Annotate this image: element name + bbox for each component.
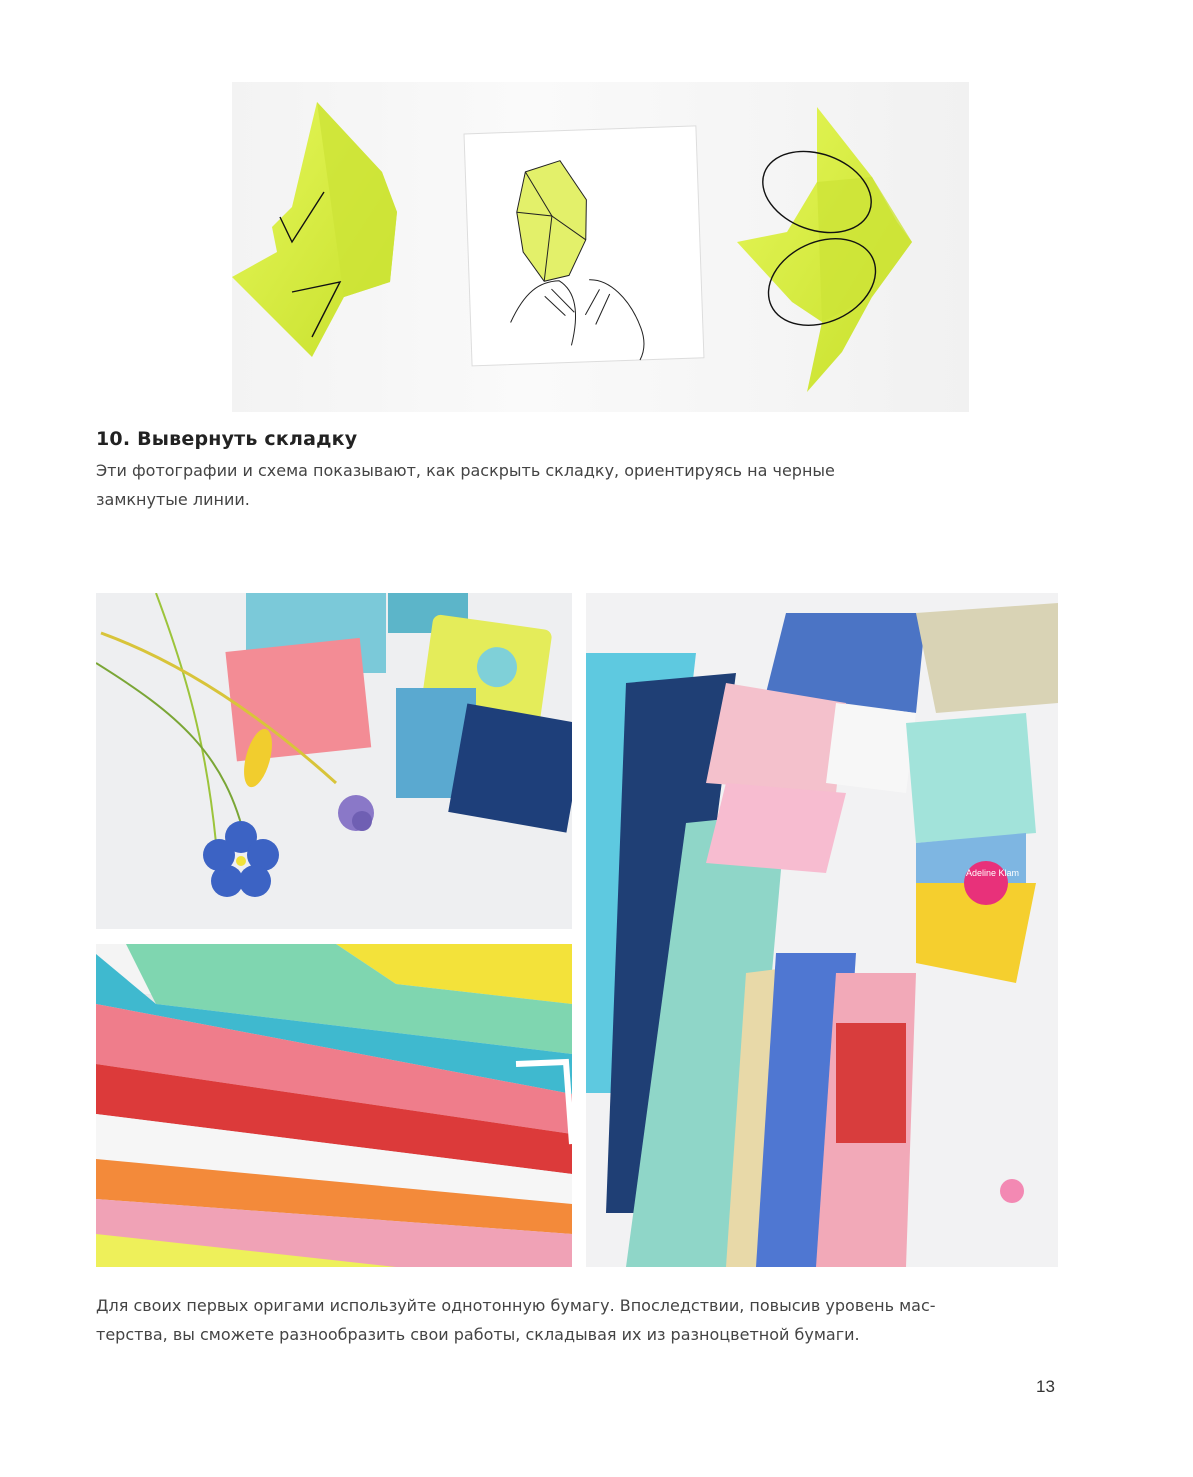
fold-photo-left [232,82,969,412]
footer-line2: терства, вы сможете разнообразить свои работы, складывая их из разноцветной бумаги. [96,1325,860,1344]
section-description-line1: Эти фотографии и схема показывают, как раскрыть складку, ориентируясь на черные [96,461,835,480]
flowers-photo [96,593,572,929]
fold-step-images [232,82,969,412]
footer-line1: Для своих первых оригами используйте однотонную бумагу. Впоследствии, повысив уровень мас- [96,1296,936,1315]
page-number: 13 [1036,1377,1055,1396]
section-heading: 10. Вывернуть складку [96,428,358,450]
paper-rolls-photo [96,944,572,1267]
logo-text: Adeline Klam [966,868,1020,878]
section-description-line2: замкнутые линии. [96,490,250,509]
diagram-card [464,126,704,366]
paper-packs-photo [586,593,1058,1267]
